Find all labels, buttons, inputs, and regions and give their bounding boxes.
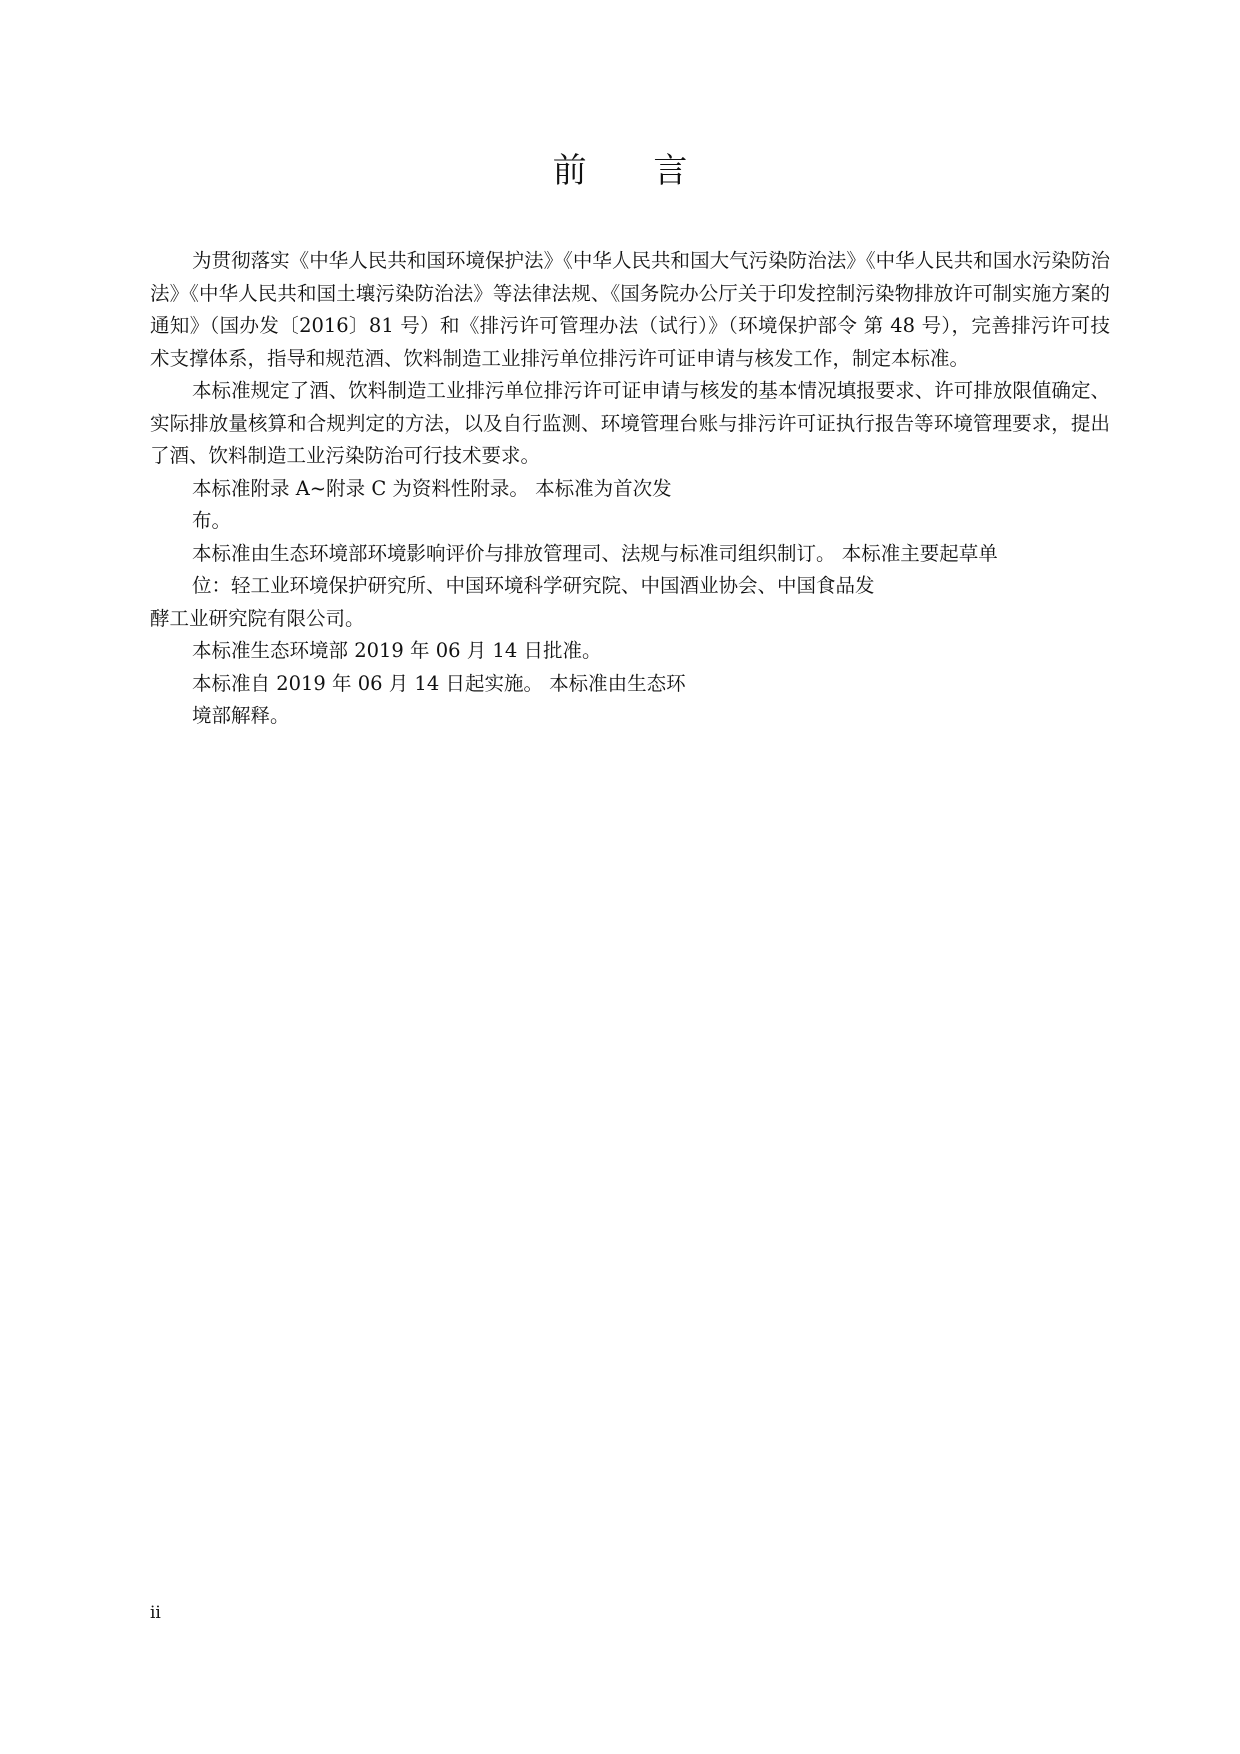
paragraph-purpose: 为贯彻落实《中华人民共和国环境保护法》《中华人民共和国大气污染防治法》《中华人民共和国水污染防治法》《中华人民共和国土壤污染防治法》等法律法规、《国务院办公厅关于印发控制污染物排放许可制实施方案的通知》（国办发〔2016〕81 号）和《排污许可管理办法（试行）》（环境保护部令 第 48 号），完善排污许可技术支撑体系，指导和规范酒、饮料制造工业排污单位排污许可证申请与核发工作，制定本标准。: [150, 249, 1110, 370]
line-interpretation: 境部解释。: [192, 704, 290, 727]
page-number: ii: [150, 1603, 161, 1623]
page-title: 前 言: [552, 151, 716, 191]
preface-body: [150, 245, 1110, 733]
line-effective-date: 本标准自 2019 年 06 月 14 日起实施。 本标准由生态环: [192, 671, 686, 695]
line-appendix: 本标准附录 A~附录 C 为资料性附录。 本标准为首次发: [192, 476, 672, 500]
line-organizers: 本标准由生态环境部环境影响评价与排放管理司、法规与标准司组织制订。 本标准主要起草单: [192, 541, 998, 565]
line-drafters: 位：轻工业环境保护研究所、中国环境科学研究院、中国酒业协会、中国食品发: [192, 574, 875, 597]
line-drafters-cont: 酵工业研究院有限公司。: [150, 606, 365, 630]
paragraph-scope: 本标准规定了酒、饮料制造工业排污单位排污许可证申请与核发的基本情况填报要求、许可排放限值确定、实际排放量核算和合规判定的方法，以及自行监测、环境管理台账与排污许可证执行报告等环境管理要求，提出了酒、饮料制造工业污染防治可行技术要求。: [150, 379, 1110, 467]
line-approval-date: 本标准生态环境部 2019 年 06 月 14 日批准。: [192, 639, 602, 662]
line-first-release: 布。: [192, 509, 232, 532]
